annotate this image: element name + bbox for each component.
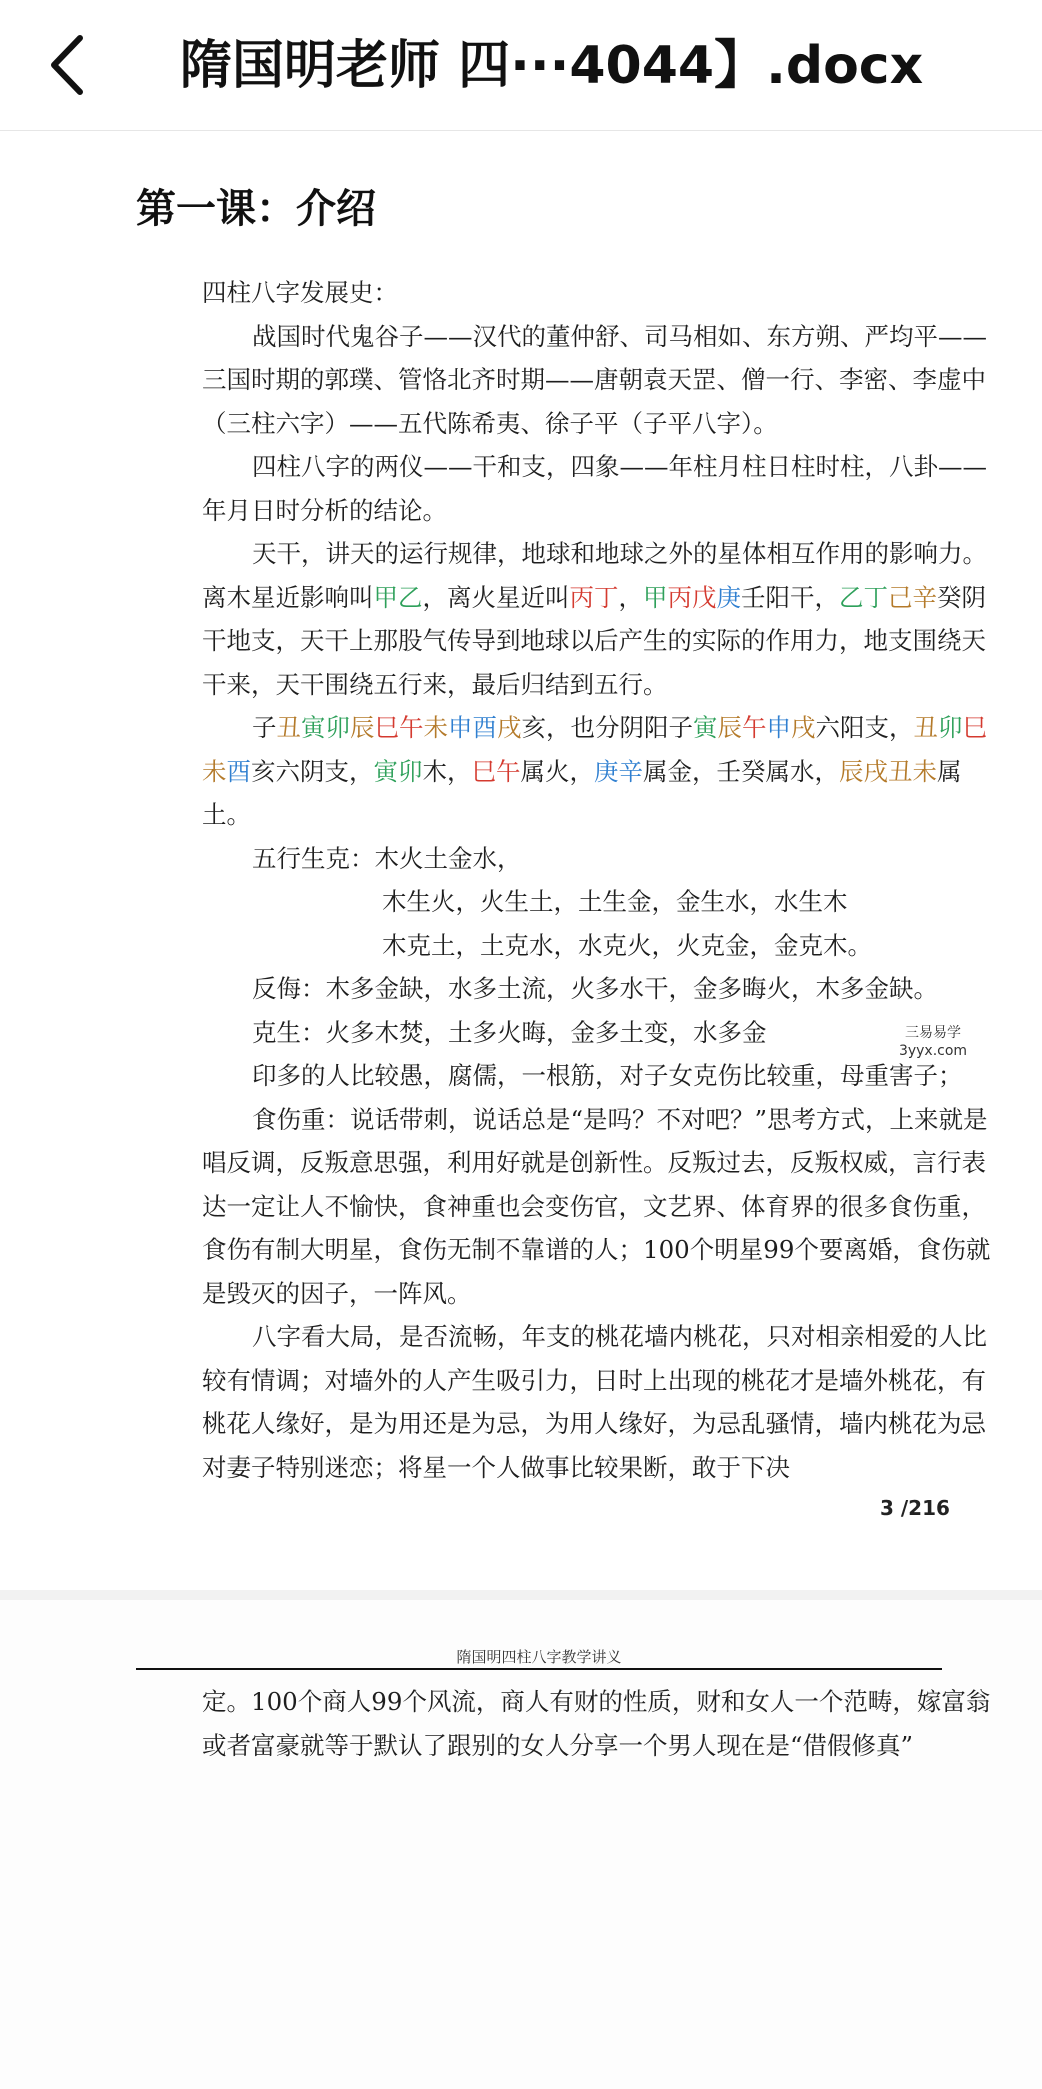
- page-number: 3 /216: [880, 1496, 950, 1520]
- chapter-title: 第一课：介绍: [136, 186, 376, 232]
- paragraph-shishang: 食伤重：说话带刺，说话总是“是吗？不对吧？”思考方式，上来就是唱反调，反叛意思强，利用好就是创新性。反叛过去，反叛权威，言行表达一定让人不愉快，食神重也会变伤官，文艺界、体育界的很多食伤重，食伤有制大明星，食伤无制不靠谱的人；100个明星99个要离婚，食伤就是毁灭的因子，一阵风。: [202, 1104, 991, 1308]
- paragraph-sheng: 木生火，火生土，土生金，金生水，水生木: [382, 887, 848, 916]
- watermark: 三易易学 3yyx.com: [898, 1025, 968, 1059]
- paragraph-wuxing: 五行生克：木火土金水，: [252, 843, 522, 873]
- running-header: 隋国明四柱八字教学讲义: [456, 1648, 622, 1666]
- page-separator: [0, 1590, 1042, 1600]
- paragraph-taohua: 八字看大局，是否流畅，年支的桃花墙内桃花，只对相亲相爱的人比较有情调；对墙外的人产生吸引力，日时上出现的桃花才是墙外桃花，有桃花人缘好，是为用还是为忌，为用人缘好，为忌乱骚情，墙内桃花为忌对妻子特别迷恋；将星一个人做事比较果断，敢于下决: [202, 1322, 987, 1482]
- paragraph-continuation: 定。100个商人99个风流，商人有财的性质，财和女人一个范畴，嫁富翁或者富豪就等于默认了跟别的女人分享一个男人现在是“借假修真”: [202, 1687, 991, 1760]
- paragraph-dizhi: 子丑寅卯辰巳午未申酉戌亥，也分阴阳子寅辰午申戌六阳支，丑卯巳未酉亥六阴支，寅卯木，巳午属火，庚辛属金，壬癸属水，辰戌丑未属土。: [202, 713, 987, 829]
- page-body: [202, 1680, 992, 1767]
- paragraph-fanwu: 反侮：木多金缺，水多土流，火多水干，金多晦火，木多金缺。: [252, 974, 938, 1003]
- paragraph-kesheng: 克生：火多木焚，土多火晦，金多土变，水多金: [252, 1017, 767, 1047]
- section-heading: 四柱八字发展史：: [202, 278, 398, 307]
- document-page-3: [0, 131, 1042, 1591]
- document-title: 隋国明老师 四···4044】.docx: [180, 36, 924, 96]
- top-bar: [0, 0, 1042, 131]
- back-arrow-icon[interactable]: [40, 32, 100, 98]
- page-body: [202, 271, 992, 1489]
- paragraph-tiangan: 天干，讲天的运行规律，地球和地球之外的星体相互作用的影响力。离木星近影响叫甲乙，离火星近叫丙丁，甲丙戊庚壬阳干，乙丁己辛癸阴干地支，天干上那股气传导到地球以后产生的实际的作用力，地支围绕天干来，天干围绕五行来，最后归结到五行。: [202, 539, 987, 699]
- paragraph-yin: 印多的人比较愚，腐儒，一根筋，对子女克伤比较重，母重害子；: [252, 1061, 963, 1090]
- document-page-4: [0, 1600, 1042, 2089]
- paragraph-history: 战国时代鬼谷子——汉代的董仲舒、司马相如、东方朔、严均平——三国时期的郭璞、管恪北齐时期——唐朝袁天罡、僧一行、李密、李虚中（三柱六字）——五代陈希夷、徐子平（子平八字）。: [202, 321, 987, 438]
- header-rule: [136, 1668, 942, 1670]
- paragraph-ke: 木克土，土克水，水克火，火克金，金克木。: [382, 930, 872, 960]
- paragraph-liangyi: 四柱八字的两仪——干和支，四象——年柱月柱日柱时柱，八卦——年月日时分析的结论。: [202, 452, 987, 525]
